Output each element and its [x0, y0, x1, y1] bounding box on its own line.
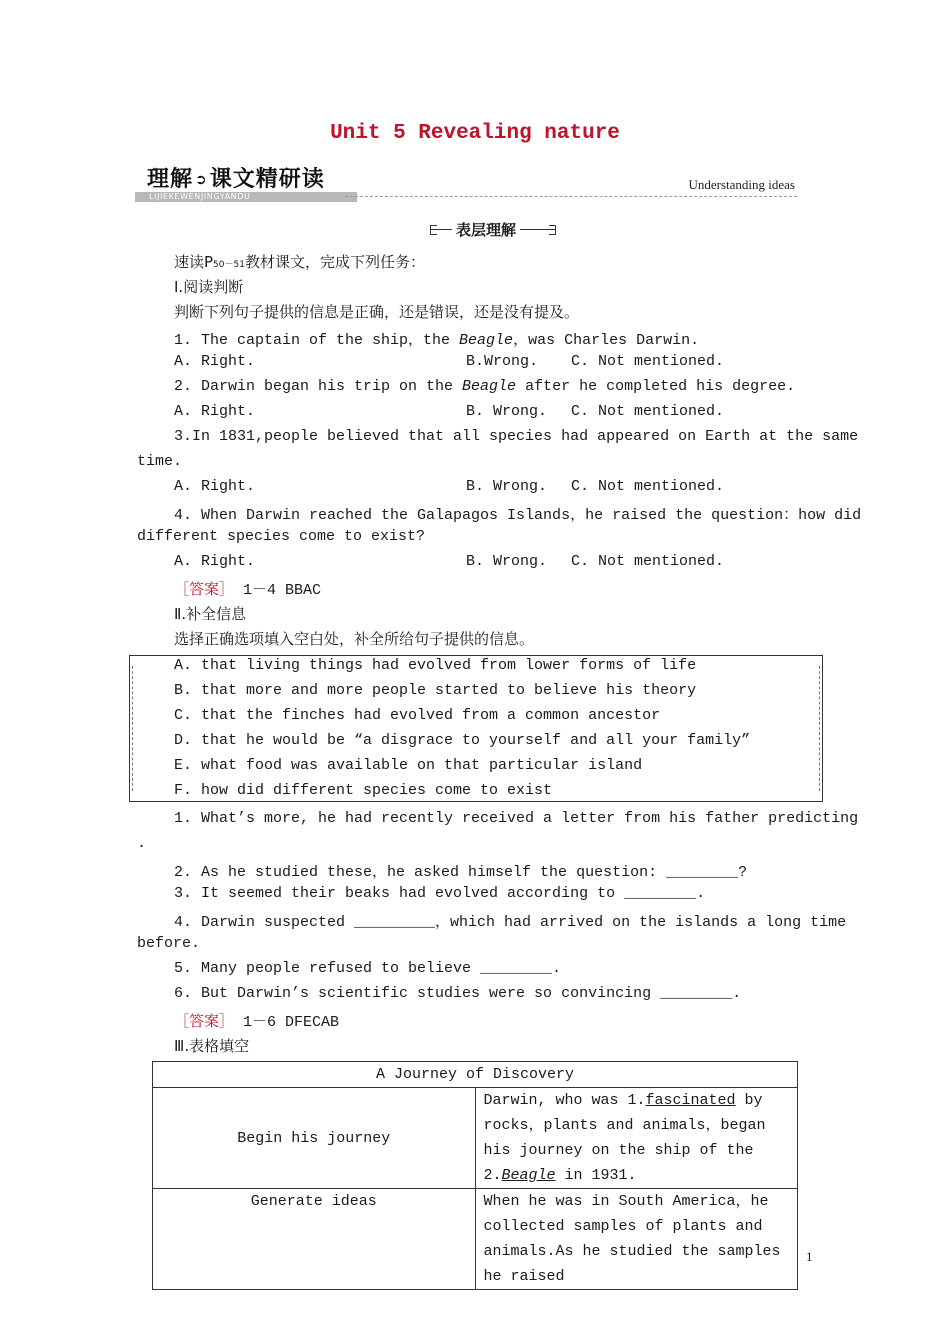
answer-label: ［答案］	[174, 580, 235, 598]
part1-answer	[174, 578, 321, 599]
box-edge-left	[132, 666, 133, 791]
row-label-generate: Generate ideas	[153, 1189, 476, 1290]
question-2	[174, 378, 795, 395]
row-label-begin: Begin his journey	[153, 1088, 476, 1189]
option-e: E. what food was available on that particular island	[174, 757, 643, 774]
q3-option-a[interactable]: A. Right.	[174, 478, 256, 495]
q2-option-c[interactable]: C. Not mentioned.	[571, 403, 725, 420]
q1-text: 1. The captain of the ship，the	[174, 332, 460, 349]
tag-bracket-left	[430, 225, 437, 235]
q1-option-c[interactable]: C. Not mentioned.	[571, 353, 725, 370]
tag-bracket-right	[549, 225, 556, 235]
q1-ship-name: Beagle	[459, 332, 514, 349]
answer-label: ［答案］	[174, 1012, 235, 1030]
question-3-line2: time.	[137, 453, 183, 470]
sentence-4-line1: 4. Darwin suspected _________，which had arrived on the islands a long time	[174, 914, 847, 931]
part2-answer	[174, 1010, 339, 1031]
part2-heading: Ⅱ.补全信息	[174, 605, 247, 623]
q2-option-b[interactable]: B. Wrong.	[466, 403, 548, 420]
table-header-row	[153, 1062, 798, 1088]
sentence-5: 5. Many people refused to believe ________.	[174, 960, 562, 977]
q1-option-b[interactable]: B.Wrong.	[466, 353, 539, 370]
document-title: Unit 5 Revealing nature	[330, 122, 620, 145]
row1-text-3: in 1931.	[555, 1167, 637, 1184]
question-4-line2: different species come to exist?	[137, 528, 426, 545]
fill-answer-2: Beagle	[501, 1167, 556, 1184]
intro-text: 速读P	[174, 253, 214, 271]
q2-text: 2. Darwin began his trip on the	[174, 378, 463, 395]
tag-label: 表层理解	[452, 219, 520, 240]
banner-heading	[147, 162, 325, 193]
q2-text-end: after he completed his degree.	[516, 378, 796, 395]
answer-text: 1－6 DFECAB	[234, 1014, 340, 1031]
fill-answer-1: fascinated	[645, 1092, 736, 1109]
q2-ship-name: Beagle	[462, 378, 517, 395]
section-tag	[430, 219, 556, 239]
intro-pages: 50－51	[213, 260, 245, 270]
question-4-line1: 4. When Darwin reached the Galapagos Islands，he raised the question：how did	[174, 507, 862, 524]
q3-option-c[interactable]: C. Not mentioned.	[571, 478, 725, 495]
option-c: C. that the finches had evolved from a common ancestor	[174, 707, 661, 724]
arrow-circle-icon: ➲	[195, 172, 208, 188]
answer-text: 1－4 BBAC	[234, 582, 322, 599]
part3-heading: Ⅲ.表格填空	[174, 1037, 250, 1055]
q1-option-a[interactable]: A. Right.	[174, 353, 256, 370]
sentence-1-line1: 1. What’s more, he had recently received a letter from his father predicting	[174, 810, 859, 827]
option-a: A. that living things had evolved from lower forms of life	[174, 657, 697, 674]
q4-option-c[interactable]: C. Not mentioned.	[571, 553, 725, 570]
part1-instruction: 判断下列句子提供的信息是正确，还是错误，还是没有提及。	[174, 303, 580, 321]
banner-divider	[345, 196, 797, 197]
box-edge-right	[819, 666, 820, 791]
question-1	[174, 328, 699, 349]
banner-main-right: 课文精研读	[209, 167, 325, 192]
journey-table	[152, 1061, 798, 1290]
option-f: F. how did different species come to exist	[174, 782, 553, 799]
option-b: B. that more and more people started to believe his theory	[174, 682, 697, 699]
sentence-1-line2: .	[137, 835, 147, 852]
sentence-4-line2: before.	[137, 935, 201, 952]
q1-text-end: ，was Charles Darwin.	[513, 332, 700, 349]
intro-rest: 教材课文，完成下列任务：	[244, 253, 425, 271]
row1-text-1: Darwin, who was 1.	[483, 1092, 646, 1109]
row1-text-2: by rocks，plants and animals，began his journey on the ship of the 2.	[483, 1092, 766, 1184]
q4-option-b[interactable]: B. Wrong.	[466, 553, 548, 570]
sentence-3: 3. It seemed their beaks had evolved according to ________.	[174, 885, 706, 902]
q4-option-a[interactable]: A. Right.	[174, 553, 256, 570]
option-d: D. that he would be “a disgrace to yourself and all your family”	[174, 732, 751, 749]
row-content-begin	[475, 1088, 798, 1189]
options-box	[129, 655, 823, 802]
part1-heading: Ⅰ.阅读判断	[174, 278, 244, 296]
banner-pinyin: LIJIEKEWENJINGYANDU	[135, 192, 357, 202]
row-content-generate: When he was in South America，he collected samples of plants and animals.As he studied the samples he raised	[475, 1189, 798, 1290]
intro-line	[174, 251, 425, 272]
q2-option-a[interactable]: A. Right.	[174, 403, 256, 420]
table-title: A Journey of Discovery	[153, 1062, 798, 1088]
section-banner	[135, 162, 797, 204]
table-row	[153, 1088, 798, 1189]
q3-option-b[interactable]: B. Wrong.	[466, 478, 548, 495]
banner-main-left: 理解	[147, 167, 194, 192]
banner-english: Understanding ideas	[688, 177, 795, 192]
sentence-6: 6. But Darwin’s scientific studies were so convincing ________.	[174, 985, 742, 1002]
page-number: 1	[806, 1249, 813, 1264]
table-row	[153, 1189, 798, 1290]
question-3-line1: 3.In 1831,people believed that all species had appeared on Earth at the same	[174, 428, 859, 445]
part2-instruction: 选择正确选项填入空白处，补全所给句子提供的信息。	[174, 630, 535, 648]
sentence-2: 2. As he studied these，he asked himself the question: ________?	[174, 864, 748, 881]
